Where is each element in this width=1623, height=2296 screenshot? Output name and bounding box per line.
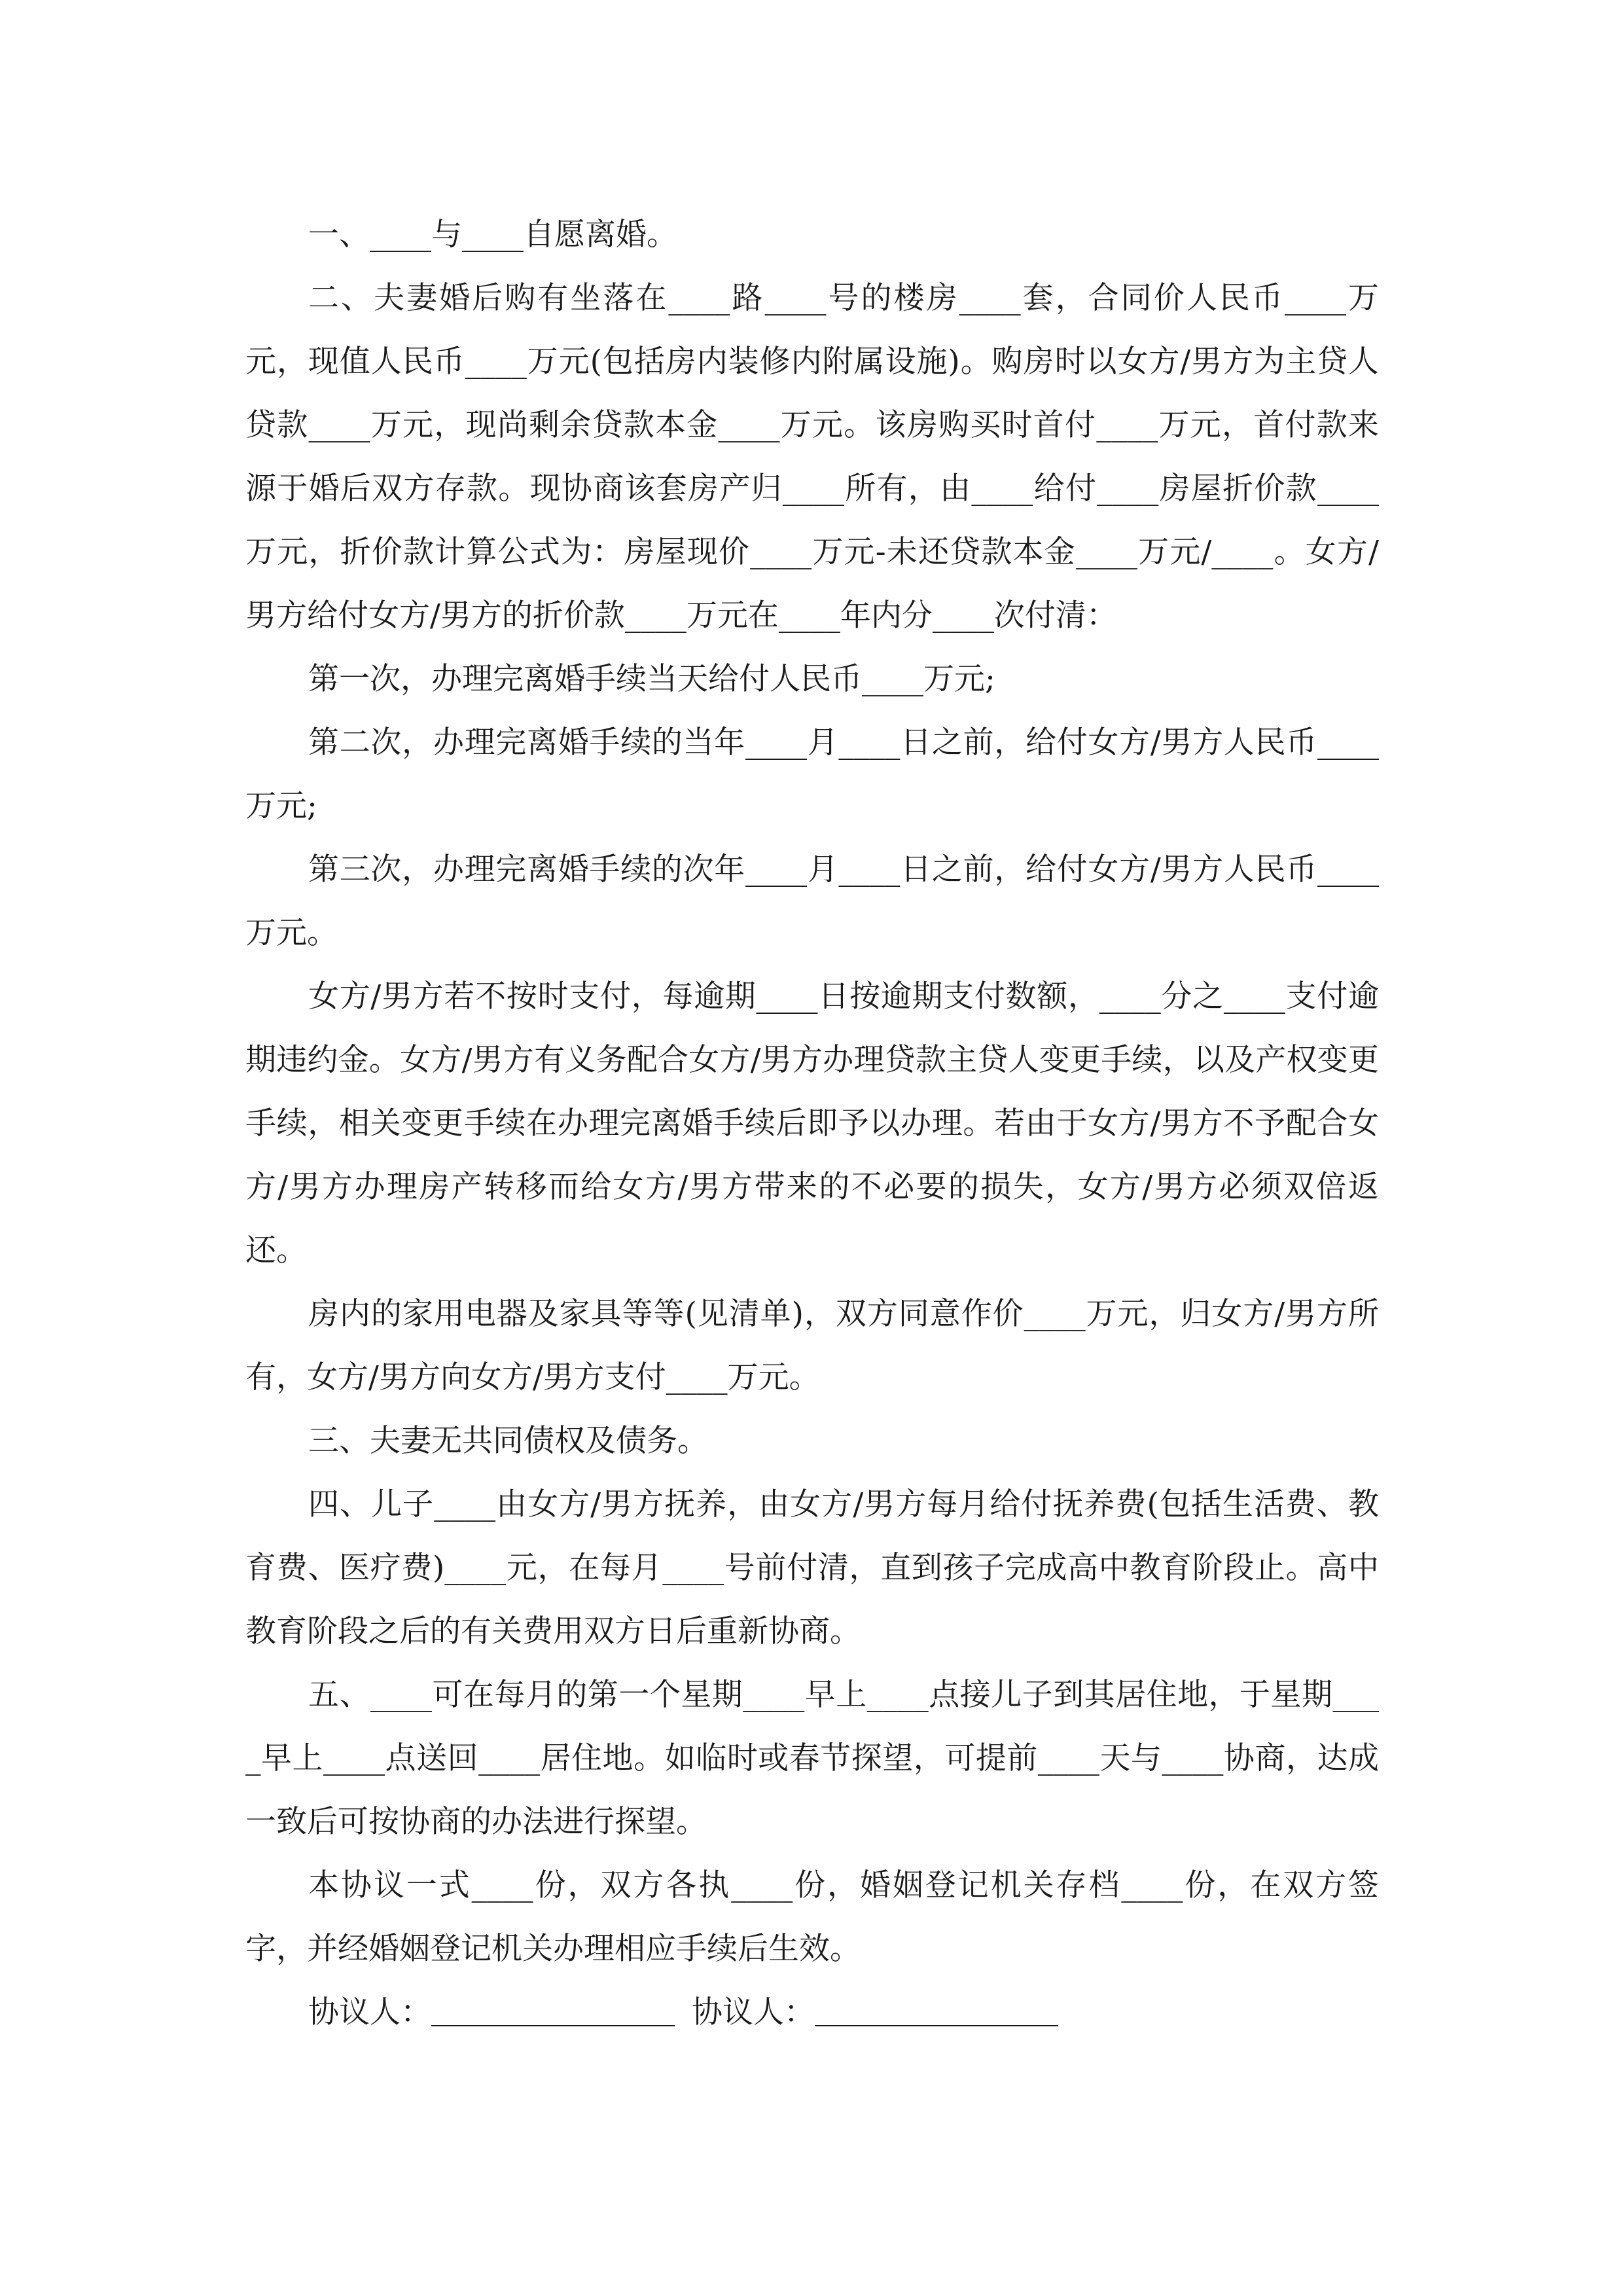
- copies-clause: 本协议一式____份，双方各执____份，婚姻登记机关存档____份，在双方签字，并经婚姻登记机关办理相应手续后生效。: [245, 1867, 1379, 1967]
- clause-1: 一、____与____自愿离婚。: [308, 217, 677, 253]
- clause-2-property: 二、夫妻婚后购有坐落在____路____号的楼房____套，合同价人民币____万元，现值人民币____万元(包括房内装修内附属设施)。购房时以女方/男方为主贷人贷款____万元，现尚剩余贷款本金____万元。该房购买时首付____万元，首付款来源于婚后双方存款。现协商该套房产归____所有，由____给付____房屋折价款____万元，折价款计算公式为：房屋现价____万元-未还贷款本金____万元/____。女方/男方给付女方/男方的折价款____万元在____年内分____次付清：: [245, 280, 1379, 634]
- payment-second: 第二次，办理完离婚手续的当年____月____日之前，给付女方/男方人民币____万元;: [245, 725, 1379, 824]
- payment-third: 第三次，办理完离婚手续的次年____月____日之前，给付女方/男方人民币____万元。: [245, 852, 1379, 951]
- party1-label: 协议人：: [308, 1994, 431, 2030]
- clause-4-custody: 四、儿子____由女方/男方抚养，由女方/男方每月给付抚养费(包括生活费、教育费、医疗费)____元，在每月____号前付清，直到孩子完成高中教育阶段止。高中教育阶段之后的有关费用双方日后重新协商。: [245, 1486, 1379, 1649]
- party2-signature-line[interactable]: [815, 2024, 1058, 2026]
- clause-3-debts: 三、夫妻无共同债权及债务。: [308, 1423, 708, 1459]
- payment-first: 第一次，办理完离婚手续当天给付人民币____万元;: [308, 661, 995, 697]
- document-body: [245, 203, 1379, 2044]
- appliances-clause: 房内的家用电器及家具等等(见清单)，双方同意作价____万元，归女方/男方所有，女方/男方向女方/男方支付____万元。: [245, 1296, 1379, 1395]
- clause-5-visitation: 五、____可在每月的第一个星期____早上____点接儿子到其居住地，于星期____早上____点送回____居住地。如临时或春节探望，可提前____天与____协商，达成一致后可按协商的办法进行探望。: [245, 1677, 1379, 1840]
- signature-row: [245, 1981, 1379, 2044]
- party1-signature-line[interactable]: [431, 2024, 675, 2026]
- late-payment-clause: 女方/男方若不按时支付，每逾期____日按逾期支付数额，____分之____支付逾期违约金。女方/男方有义务配合女方/男方办理贷款主贷人变更手续，以及产权变更手续，相关变更手续在办理完离婚手续后即予以办理。若由于女方/男方不予配合女方/男方办理房产转移而给女方/男方带来的不必要的损失，女方/男方必须双倍返还。: [245, 978, 1379, 1268]
- party2-label: 协议人：: [692, 1994, 815, 2030]
